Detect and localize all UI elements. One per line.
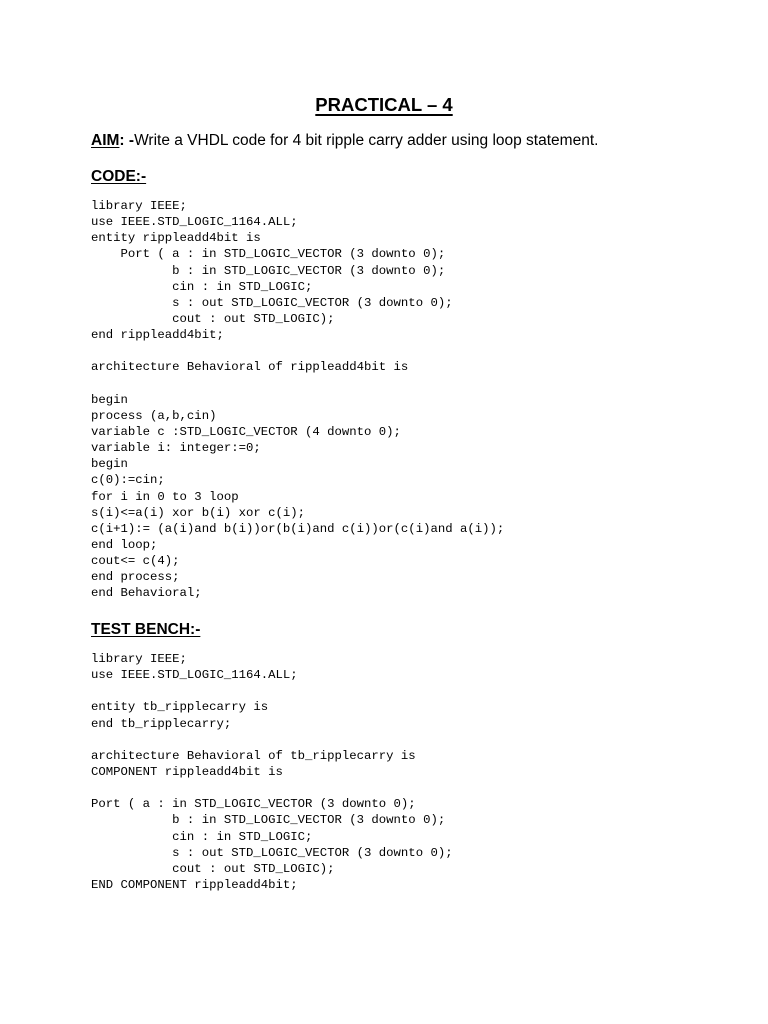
code-line: begin [91, 392, 128, 407]
vhdl-code-block [91, 198, 504, 602]
code-line: use IEEE.STD_LOGIC_1164.ALL; [91, 215, 298, 230]
code-heading: CODE:- [91, 168, 147, 185]
code-line: Port ( a : in STD_LOGIC_VECTOR (3 downto 0); [91, 247, 446, 262]
code-line [91, 376, 504, 392]
code-line: s : out STD_LOGIC_VECTOR (3 downto 0); [91, 295, 453, 310]
testbench-line: b : in STD_LOGIC_VECTOR (3 downto 0); [91, 813, 446, 828]
testbench-line: s : out STD_LOGIC_VECTOR (3 downto 0); [91, 845, 453, 860]
testbench-line [91, 683, 453, 699]
code-line: c(i+1):= (a(i)and b(i))or(b(i)and c(i))or(c(i)and a(i)); [91, 521, 505, 536]
code-line: library IEEE; [91, 199, 187, 213]
testbench-line: cout : out STD_LOGIC); [91, 861, 335, 876]
aim-text: Write a VHDL code for 4 bit ripple carry adder using loop statement. [134, 132, 599, 149]
aim-statement [91, 130, 598, 152]
code-line [91, 343, 504, 359]
testbench-line: entity tb_ripplecarry is [91, 700, 269, 715]
testbench-line: end tb_ripplecarry; [91, 716, 232, 731]
testbench-code-block [91, 651, 453, 893]
code-line: variable i: integer:=0; [91, 441, 261, 456]
code-line: architecture Behavioral of rippleadd4bit is [91, 360, 409, 375]
testbench-line [91, 732, 453, 748]
code-line: cin : in STD_LOGIC; [91, 279, 313, 294]
testbench-line: END COMPONENT rippleadd4bit; [91, 877, 298, 892]
page-title: PRACTICAL – 4 [315, 94, 453, 115]
aim-label: AIM [91, 132, 120, 149]
code-line: entity rippleadd4bit is [91, 231, 261, 246]
code-line: begin [91, 457, 128, 472]
code-line: process (a,b,cin) [91, 408, 217, 423]
testbench-line [91, 780, 453, 796]
code-line: s(i)<=a(i) xor b(i) xor c(i); [91, 505, 306, 520]
aim-separator: : - [119, 132, 135, 149]
testbench-line: cin : in STD_LOGIC; [91, 829, 313, 844]
testbench-line: architecture Behavioral of tb_ripplecarry is [91, 748, 416, 763]
code-line: for i in 0 to 3 loop [91, 489, 239, 504]
testbench-line: use IEEE.STD_LOGIC_1164.ALL; [91, 668, 298, 683]
code-line: b : in STD_LOGIC_VECTOR (3 downto 0); [91, 263, 446, 278]
testbench-line: library IEEE; [91, 652, 187, 666]
code-line: variable c :STD_LOGIC_VECTOR (4 downto 0); [91, 424, 401, 439]
code-line: cout<= c(4); [91, 554, 180, 569]
code-line: end loop; [91, 537, 158, 552]
code-line: end process; [91, 570, 180, 585]
testbench-line: Port ( a : in STD_LOGIC_VECTOR (3 downto 0); [91, 797, 416, 812]
testbench-heading: TEST BENCH:- [91, 621, 201, 638]
testbench-line: COMPONENT rippleadd4bit is [91, 764, 283, 779]
code-line: cout : out STD_LOGIC); [91, 311, 335, 326]
code-line: end Behavioral; [91, 586, 202, 601]
code-line: end rippleadd4bit; [91, 328, 224, 343]
code-line: c(0):=cin; [91, 473, 165, 488]
